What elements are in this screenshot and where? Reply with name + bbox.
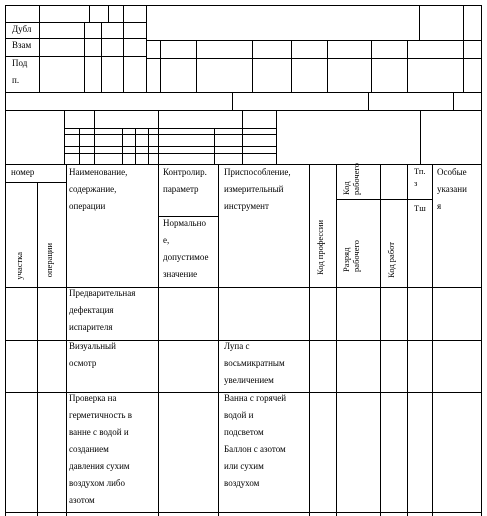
header-kontrolir: Контролир. параметр: [163, 167, 207, 194]
stamp-podp-label: Под п.: [12, 58, 28, 85]
row-3-operation: Проверка на герметичность в ванне с водой и созданием давления сухим воздухом либо азотом: [69, 393, 132, 505]
header-kod-professii: Код профессии: [315, 220, 325, 275]
row-2-tool: Лупа с восьмикратным увеличением: [224, 341, 285, 385]
header-tsht: Тш: [414, 203, 426, 213]
header-razryad-rabochego: Разряд рабочего: [341, 240, 361, 272]
row-2-operation: Визуальный осмотр: [69, 341, 116, 368]
header-naimenovanie: Наименование, содержание, операции: [69, 167, 128, 211]
header-nomer: номер: [11, 167, 35, 177]
header-tpz: Тп. з: [414, 166, 426, 188]
row-1-operation: Предварительная дефектация испарителя: [69, 288, 136, 332]
header-normalnoe: Нормально е, допустимое значение: [163, 218, 209, 279]
stamp-vzam-label: Взам: [12, 40, 32, 50]
header-prisposoblenie: Приспособление, измерительный инструмент: [224, 167, 291, 211]
header-kod-rabochego: Код рабочего: [341, 163, 361, 195]
header-operatsii: операции: [44, 243, 54, 278]
header-kod-rabot: Код работ: [386, 242, 396, 278]
header-osobye: Особые указани я: [437, 167, 467, 211]
header-uchastka: участка: [14, 252, 24, 280]
stamp-dubl-label: Дубл: [12, 24, 32, 34]
row-3-tool: Ванна с горячей водой и подсветом Баллон с азотом или сухим воздухом: [224, 393, 287, 488]
